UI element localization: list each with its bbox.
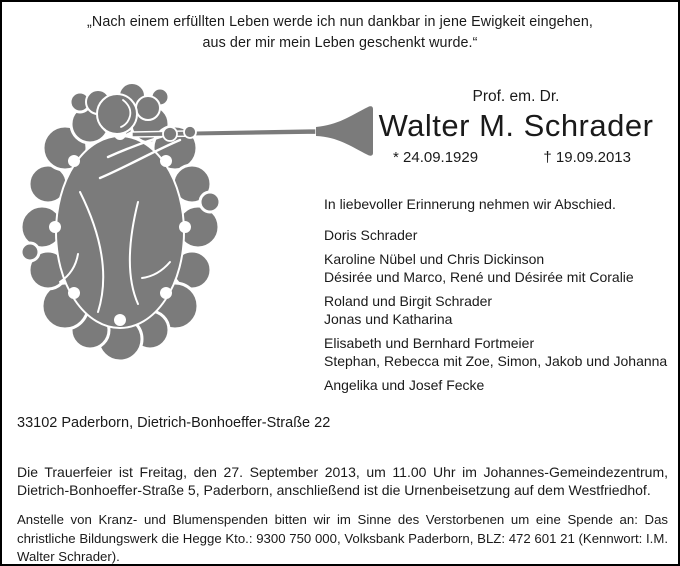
mourner-line: Désirée und Marco, René und Désirée mit Coralie <box>324 269 634 285</box>
deceased-name: Walter M. Schrader <box>378 108 654 143</box>
mourner-group <box>324 292 667 328</box>
epigraph <box>2 12 678 54</box>
epigraph-line-2: aus der mir mein Leben geschenkt wurde.“ <box>202 35 478 51</box>
donation-details: Anstelle von Kranz- und Blumenspenden bitten wir im Sinne des Verstorbenen um eine Spende an: Das christliche Bildungswerk die Hegge Kto.: 9300 750 000, Volksbank Paderborn, BLZ: 472 601 21 (Kennwort: I.M. Walter Schrader). <box>17 512 668 564</box>
mourner-line: Angelika und Josef Fecke <box>324 377 485 393</box>
academic-title: Prof. em. Dr. <box>472 88 560 105</box>
mourner-line: Doris Schrader <box>324 227 418 243</box>
death-date: † 19.09.2013 <box>543 149 631 166</box>
epigraph-line-1: „Nach einem erfüllten Leben werde ich nun dankbar in jene Ewigkeit eingehen, <box>87 14 593 30</box>
mourner-line: Jonas und Katharina <box>324 311 453 327</box>
funeral-details: Die Trauerfeier ist Freitag, den 27. September 2013, um 11.00 Uhr im Johannes-Gemeindezentrum, Dietrich-Bonhoeffer-Straße 5, Paderborn, anschließend ist die Urnenbeisetzung auf dem Westfriedhof. <box>17 464 668 498</box>
mourner-line: Roland und Birgit Schrader <box>324 293 493 309</box>
deceased-header <box>373 88 659 167</box>
life-dates <box>373 149 659 167</box>
mourner-line: Karoline Nübel und Chris Dickinson <box>324 251 545 267</box>
mourner-group <box>324 376 667 394</box>
birth-date: * 24.09.1929 <box>393 149 479 166</box>
mourner-group <box>324 334 667 370</box>
mourner-group <box>324 226 667 244</box>
farewell-line: In liebevoller Erinnerung nehmen wir Abschied. <box>324 196 616 212</box>
mourners-list <box>324 226 667 400</box>
mourner-line: Elisabeth und Bernhard Fortmeier <box>324 335 535 351</box>
address-line: 33102 Paderborn, Dietrich-Bonhoeffer-Straße 22 <box>17 415 331 431</box>
mourner-group <box>324 250 667 286</box>
mourner-line: Stephan, Rebecca mit Zoe, Simon, Jakob und Johanna <box>324 353 668 369</box>
